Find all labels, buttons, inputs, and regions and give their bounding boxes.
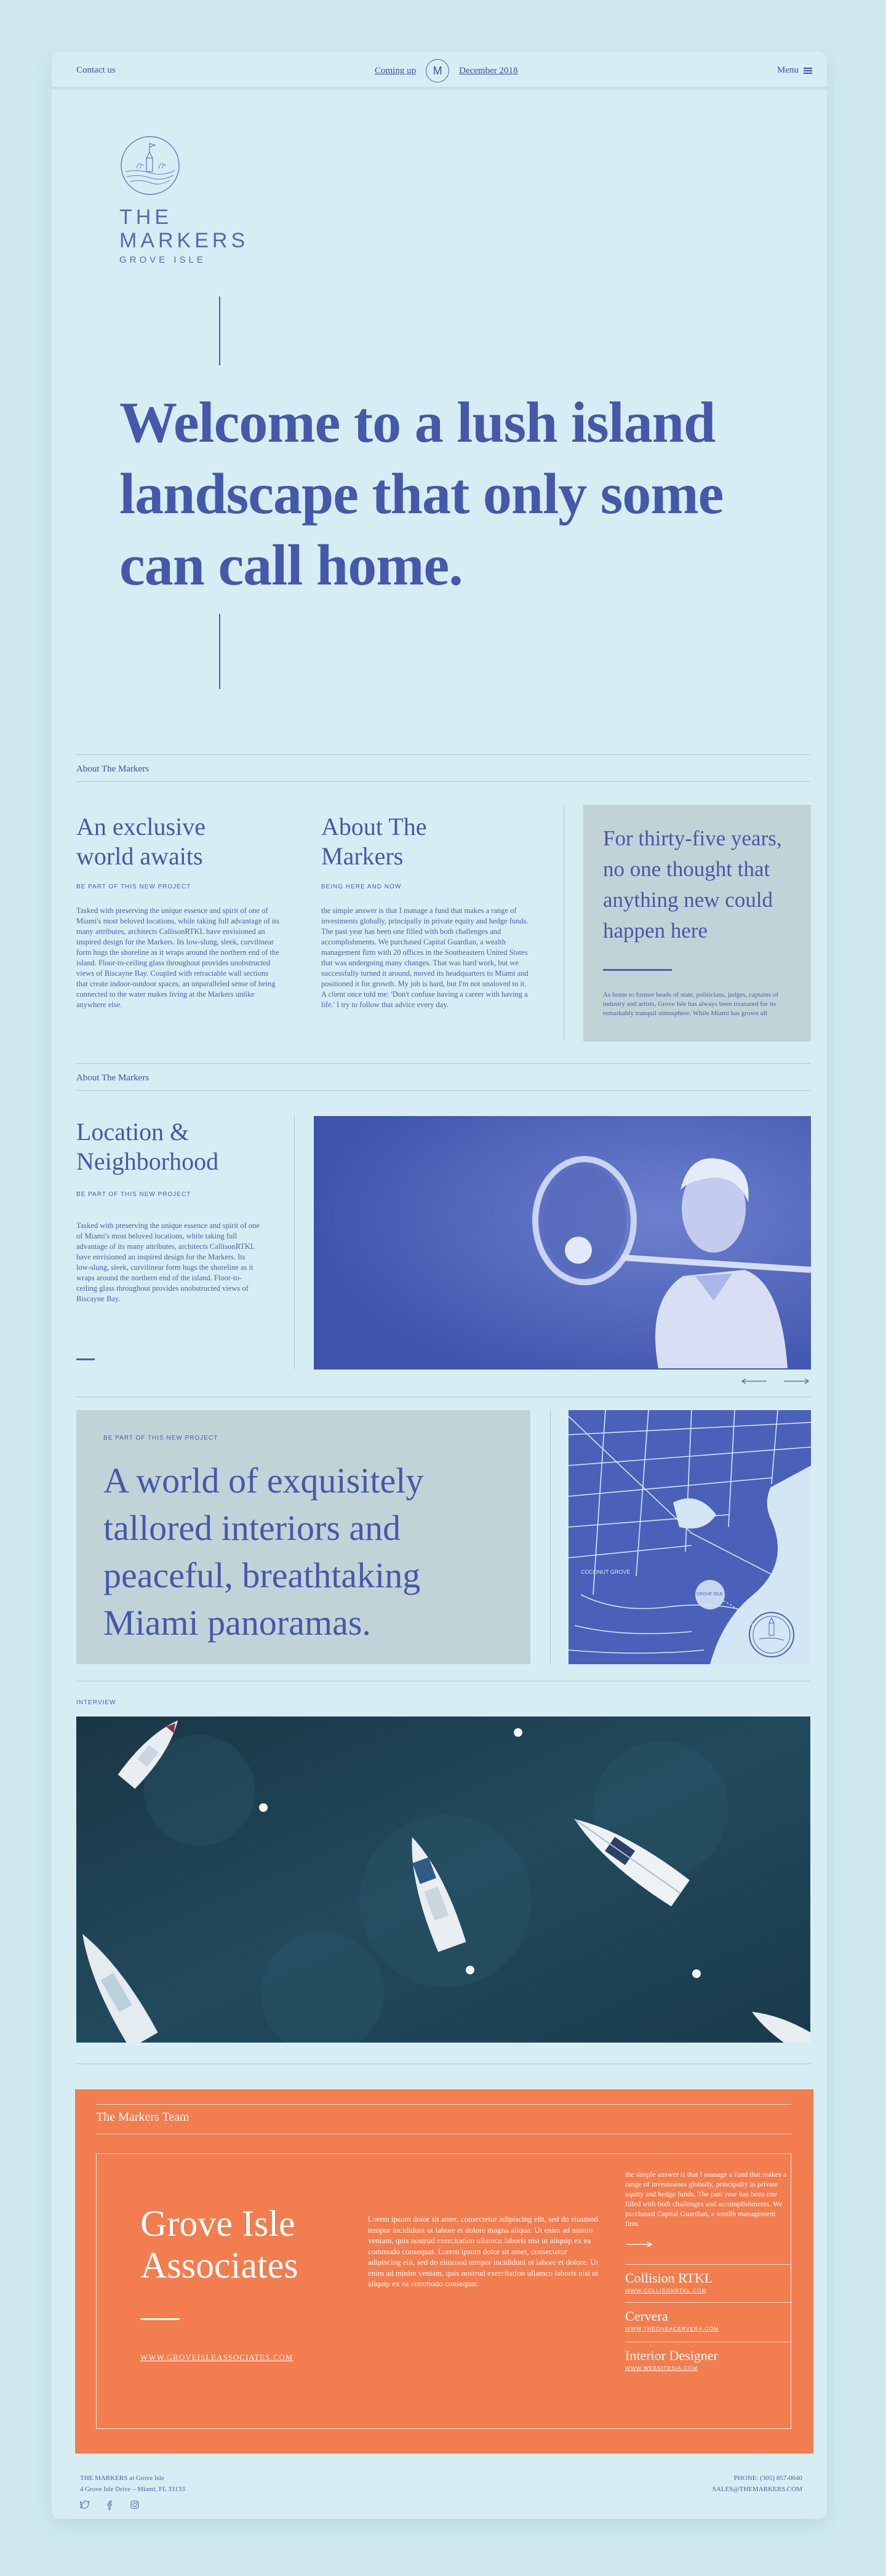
section-label-interview: INTERVIEW bbox=[76, 1699, 116, 1706]
menu-button[interactable] bbox=[777, 65, 812, 76]
coming-up-link[interactable]: Coming up bbox=[375, 65, 417, 76]
partner-collision[interactable] bbox=[625, 2270, 789, 2294]
team-section bbox=[75, 2089, 813, 2454]
team-dash bbox=[140, 2318, 180, 2320]
location-kicker: BE PART OF THIS NEW PROJECT bbox=[76, 1191, 191, 1198]
page-card bbox=[52, 52, 827, 2519]
column-divider bbox=[294, 1115, 295, 1370]
date-link[interactable]: December 2018 bbox=[459, 65, 518, 76]
partner-url[interactable]: WWW.THEONEACERVERA.COM bbox=[625, 2326, 719, 2332]
about-col1-body: Tasked with preserving the unique essence and spirit of one of Miami's most beloved locations, while taking full advantage of its many attributes, architects CallisonRTKL have envisioned an inspired design for the Markers. Its low-slung, sleek, curvilinear form hugs the shoreline as it wraps around the northern end of the island. Floor-to-ceiling glass throughout provides unobstructed views of Biscayne Bay. Coupled with retractable wall sections that create indoor-outdoor spaces, an unparalleled sense of being connected to the water makes living at the Markers unlike anywhere else. bbox=[76, 906, 279, 1009]
partner-name: Interior Designer bbox=[625, 2348, 718, 2363]
divider bbox=[76, 1090, 810, 1091]
photo-illustration bbox=[314, 1116, 811, 1370]
slider-arrows bbox=[741, 1378, 810, 1384]
team-divider bbox=[96, 2104, 791, 2105]
partner-name: Cervera bbox=[625, 2308, 668, 2324]
instagram-icon[interactable] bbox=[130, 2500, 139, 2509]
markers-emblem-icon bbox=[119, 135, 181, 196]
quote-dash bbox=[603, 969, 672, 971]
partner-interior-designer[interactable] bbox=[625, 2348, 789, 2371]
divider bbox=[76, 1063, 810, 1064]
about-col2-title: About The Markers bbox=[321, 813, 427, 870]
world-title: A world of exquisitely tallored interiors and peaceful, breathtaking Miami panoramas. bbox=[103, 1461, 424, 1643]
team-right-text: the simple answer is that I manage a fund that makes a range of investments globally, principally in private equity and hedge funds. The past year has been one filled with both challenges and accomplishments. We purchased Capital Guardian, a wealth management firm. bbox=[625, 2170, 787, 2228]
contact-link[interactable]: Contact us bbox=[76, 65, 116, 75]
about-col2-kicker: BEING HERE AND NOW bbox=[321, 883, 402, 890]
nav-center bbox=[375, 58, 517, 83]
about-col1-kicker: BE PART OF THIS NEW PROJECT bbox=[76, 883, 191, 890]
partner-name: Collision RTKL bbox=[625, 2270, 713, 2286]
world-panel bbox=[76, 1410, 530, 1664]
team-title-line-1: Grove Isle bbox=[140, 2203, 295, 2244]
arrow-left-icon[interactable] bbox=[741, 1378, 768, 1384]
partner-url[interactable]: WWW.COLLISONRTKL.COM bbox=[625, 2287, 707, 2294]
section-label-about: About The Markers bbox=[76, 764, 150, 774]
location-dash bbox=[76, 1358, 95, 1360]
brand-line-1: THE bbox=[119, 205, 172, 229]
quote-panel bbox=[583, 805, 811, 1042]
aerial-illustration bbox=[76, 1717, 810, 2043]
hamburger-icon bbox=[804, 68, 812, 74]
divider bbox=[76, 781, 810, 782]
team-label: The Markers Team bbox=[96, 2110, 190, 2124]
social-links bbox=[80, 2500, 139, 2510]
arrow-right-icon[interactable] bbox=[625, 2241, 653, 2248]
team-description: Lorem ipsum dolor sit amet, consectetur adipiscing elit, sed do eiusmod tempor incididunt ut labore et dolore magna aliqua. Ut enim ad minim veniam, quis nostrud exercitation ullamco laboris nisi ut aliquip ex ea commodo consequat. Lorem ipsum dolor sit amet, consectetur adipiscing elit, sed do eiusmod tempor incididunt ut labore et dolore. Ut enim ad minim veniam, quis nostrud exercitation ullamco laboris nisi ut aliquip ex ea commodo consequat. bbox=[368, 2214, 599, 2288]
vertical-line-top bbox=[219, 297, 220, 365]
hero-title: Welcome to a lush island landscape that only some can call home. bbox=[119, 391, 724, 597]
tennis-player-photo bbox=[314, 1116, 811, 1370]
divider bbox=[76, 754, 810, 755]
about-col2-body: the simple answer is that I manage a fund that makes a range of investments globally, principally in private equity and hedge funds. The past year has been one filled with both challenges and accomplishments. We purchased Capital Guardian, a wealth management firm with 20 offices in the Southeastern United States that was undergoing many changes. That was hard work, but we successfully turned it around, moved its headquarters to Miami and positioned it for growth. My job is hard, but I'm not unaloved to it. A client once told me: 'Don't confuse having a career with having a life.' I try to follow that advice every day. bbox=[321, 906, 529, 1009]
arrow-right-icon[interactable] bbox=[783, 1378, 810, 1384]
quote-text: For thirty-five years, no one thought that anything new could happen here bbox=[603, 826, 782, 943]
world-kicker: BE PART OF THIS NEW PROJECT bbox=[103, 1435, 218, 1442]
facebook-icon[interactable] bbox=[107, 2500, 113, 2510]
map-label-grove-isle: GROVE ISLE bbox=[696, 1592, 723, 1597]
boats-aerial-photo bbox=[76, 1717, 810, 2043]
footer-address-line-2: 4 Grove Isle Drive – Miami, FL 33133 bbox=[80, 2486, 185, 2493]
partner-url[interactable]: WWW.WEBSITESIA.COM bbox=[625, 2365, 698, 2371]
team-associates-title bbox=[140, 2203, 298, 2286]
team-title-line-2: Associates bbox=[140, 2245, 298, 2286]
partner-cervera[interactable] bbox=[625, 2308, 789, 2332]
footer-email[interactable]: SALES@THEMARKERS.COM bbox=[712, 2486, 802, 2493]
about-col1-title: An exclusive world awaits bbox=[76, 813, 206, 870]
column-divider bbox=[550, 1410, 551, 1664]
team-website-link[interactable]: WWW.GROVEISLEASSOCIATES.COM bbox=[140, 2353, 293, 2362]
location-title: Location & Neighborhood bbox=[76, 1118, 219, 1175]
section-label-location: About The Markers bbox=[76, 1073, 150, 1083]
top-nav bbox=[52, 52, 827, 90]
map-illustration bbox=[569, 1410, 811, 1664]
location-body: Tasked with preserving the unique essence and spirit of one of Miami's most beloved locations, while taking full advantage of its many attributes, architects CallisonRTKL have envisioned an inspired design for the Markers. Its low-slung, sleek, curvilinear form hugs the shoreline as it wraps around the northern end of the island. Floor-to-ceiling glass throughout provides unobstructed views of Biscayne Bay. bbox=[76, 1221, 260, 1303]
brand-subtitle: GROVE ISLE bbox=[119, 255, 206, 265]
m-logo-icon[interactable]: M bbox=[426, 59, 449, 82]
footer bbox=[52, 2458, 827, 2519]
partner-divider bbox=[625, 2302, 791, 2303]
menu-label: Menu bbox=[777, 65, 799, 75]
vertical-line-bottom bbox=[219, 614, 220, 689]
quote-small-text: As home to former heads of state, politicians, judges, captains of industry and artists, Grove Isle has always been treasured for its remarkably tranquil atmosphere. While Miami has grown all bbox=[603, 991, 779, 1017]
twitter-icon[interactable] bbox=[80, 2500, 90, 2509]
brand-line-2: MARKERS bbox=[119, 229, 249, 252]
footer-address-line-1: THE MARKERS at Grove Isle bbox=[80, 2474, 164, 2482]
brand-wordmark bbox=[119, 205, 249, 252]
location-map[interactable] bbox=[569, 1410, 811, 1664]
map-label-coconut-grove: COCONUT GROVE bbox=[581, 1569, 631, 1575]
footer-phone[interactable]: PHONE: (305) 857-0640 bbox=[733, 2474, 802, 2482]
partner-divider bbox=[625, 2264, 791, 2265]
